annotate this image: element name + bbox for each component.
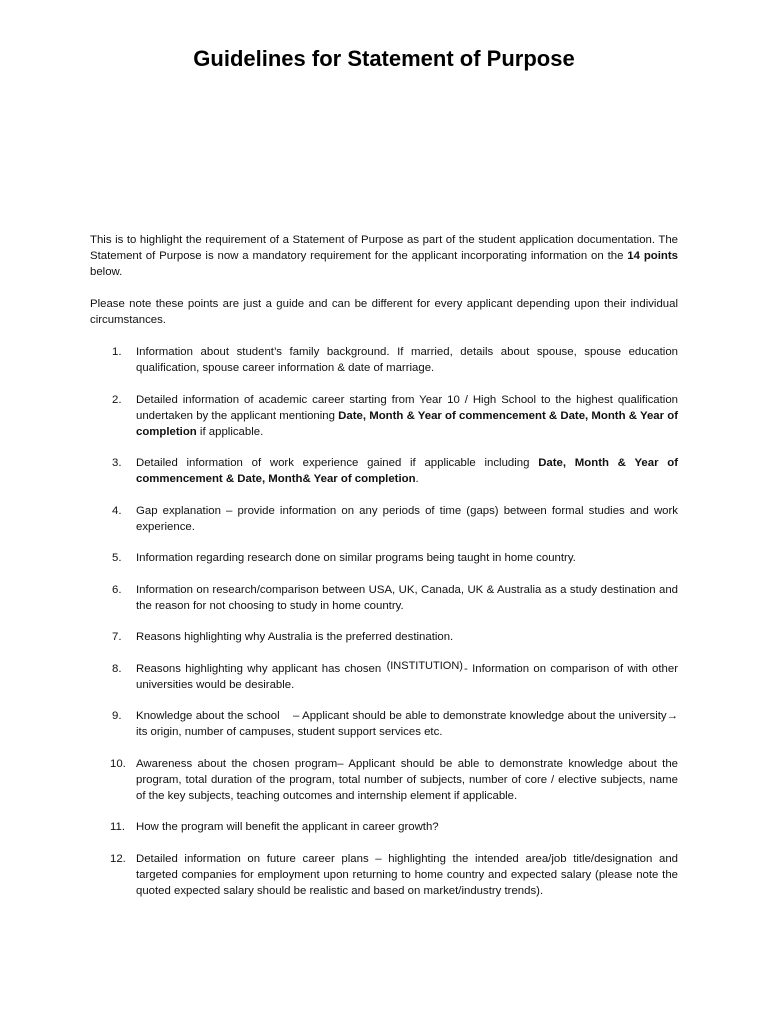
list-item (90, 503, 678, 535)
item-number: 7. (112, 631, 122, 643)
list-item (90, 582, 678, 614)
list-item (90, 550, 678, 566)
page-title: Guidelines for Statement of Purpose (193, 46, 575, 71)
item-text: if applicable. (196, 425, 264, 438)
item-text: Detailed information of academic career starting from Year 10 / High School to the highest qualification undertaken by the applicant mentioning (136, 393, 678, 422)
item-number: 12. (110, 852, 126, 865)
item-number: 9. (112, 710, 122, 722)
intro-paragraph (90, 232, 678, 280)
item-text: Reasons highlighting why Australia is the preferred destination. (136, 631, 454, 643)
item-number: 1. (112, 346, 122, 358)
item-text: Detailed information of work experience gained if applicable including (136, 457, 539, 469)
item-number: 11. (110, 821, 125, 833)
item-number: 3. (112, 457, 122, 469)
item-text: Information about student’s family background. If married, details about spouse, spouse education qualification, spouse career information & date of marriage. (136, 346, 678, 374)
document-body (90, 232, 682, 914)
item-number: 6. (112, 583, 122, 596)
item-text: - Information on comparison of with other universities would be desirable. (136, 662, 679, 691)
item-bold-text: Date, Month & Year of commencement & Date, Month & Year of completion (136, 409, 678, 438)
list-item (90, 661, 678, 693)
item-number: 10. (110, 757, 126, 770)
item-number: 2. (112, 393, 122, 406)
note-paragraph: Please note these points are just a guide and can be different for every applicant depending upon their individual circumstances. (90, 298, 678, 326)
list-item (90, 851, 678, 899)
item-number: 5. (112, 552, 122, 564)
item-number: 8. (112, 662, 122, 675)
list-item (90, 756, 678, 804)
list-item (90, 344, 678, 376)
institution-placeholder: (INSTITUTION) (386, 659, 463, 672)
list-item (90, 455, 678, 487)
item-text: Information regarding research done on similar programs being taught in home country. (136, 552, 576, 564)
item-text: Information on research/comparison between USA, UK, Canada, UK & Australia as a study destination and the reason for not choosing to study in home country. (136, 583, 678, 612)
item-text: How the program will benefit the applicant in career growth? (136, 821, 439, 833)
item-text: Knowledge about the school – Applicant should be able to demonstrate knowledge about the university→ its origin, number of campuses, student support services etc. (136, 710, 682, 738)
guideline-list (90, 344, 682, 899)
item-text: Reasons highlighting why applicant has chosen (136, 662, 386, 675)
intro-text: This is to highlight the requirement of a Statement of Purpose as part of the student application documentation. The Statement of Purpose is now a mandatory requirement for the applicant incorporating information on the (90, 234, 678, 262)
item-bold-text: Date, Month & Year of commencement & Date, Month& Year of completion (136, 457, 678, 485)
list-item (90, 629, 678, 645)
intro-bold-text: 14 points (627, 250, 678, 262)
item-text: Gap explanation – provide information on any periods of time (gaps) between formal studies and work experience. (136, 504, 678, 533)
item-text: Detailed information on future career plans – highlighting the intended area/job title/designation and targeted companies for employment upon returning to home country and expected salary (please note the quoted expected salary should be realistic and based on market/industry trends). (136, 852, 678, 897)
list-item (90, 819, 678, 835)
item-text: Awareness about the chosen program– Applicant should be able to demonstrate knowledge about the program, total duration of the program, total number of subjects, number of core / elective subjects, name of the key subjects, teaching outcomes and internship element if applicable. (136, 757, 678, 802)
list-item (90, 708, 682, 740)
intro-text-end: below. (90, 266, 123, 278)
item-text: . (415, 473, 419, 485)
list-item (90, 392, 678, 440)
item-number: 4. (112, 504, 122, 517)
